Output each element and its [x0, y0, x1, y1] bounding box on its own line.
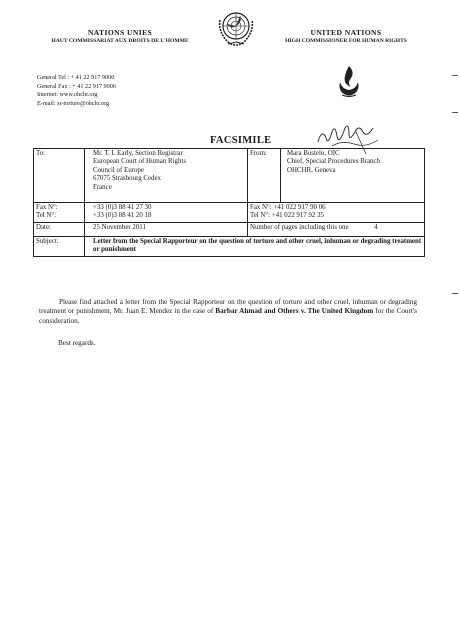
to-label: To:	[34, 149, 85, 203]
from-line: OHCHR, Geneva	[287, 166, 336, 174]
from-line: Mara Bustelo, OIC	[287, 150, 340, 157]
tel-number-sender: +41 022 917 92 35	[271, 212, 324, 220]
fax-cover-table	[33, 148, 425, 257]
ohchr-flame-icon	[336, 64, 362, 98]
org-name-fr: NATIONS UNIES	[87, 28, 153, 37]
contact-block	[37, 74, 116, 108]
margin-tick	[452, 75, 458, 76]
message-text-start: Please find attached a letter from the Special Rapporteur on the question of torture and other cruel, inhuman or degrading treatment or punishment, Mr. Juan E. Mendez in the case of	[39, 298, 417, 316]
tel-label-right: Tel N°:	[250, 212, 271, 220]
to-line: Council of Europe	[93, 166, 144, 174]
to-value	[85, 149, 248, 203]
case-name: Barbar Ahmad and Others v. The United Kingdom	[215, 307, 374, 316]
fax-number-recipient: +33 (0)3 88 41 27 30	[93, 204, 152, 211]
address-row	[34, 149, 425, 203]
message-paragraph	[39, 298, 417, 326]
subject-value: Letter from the Special Rapporteur on the question of torture and other cruel, inhuman or degrading treatment or punishment	[85, 237, 425, 257]
pages-value: 4	[374, 224, 378, 231]
document-title: FACSIMILE	[210, 135, 272, 146]
fax-number-sender: +41 022 917 90 06	[273, 204, 326, 211]
message-text-end: for the Court's consideration.	[39, 307, 417, 325]
org-sub-fr: HAUT COMMISSARIAT AUX DROITS DE L'HOMME	[51, 38, 189, 44]
date-label: Date:	[34, 223, 85, 237]
pages-label: Number of pages including this one	[250, 224, 349, 231]
to-line: 67075 Strasbourg Cedex	[93, 175, 162, 183]
to-line: France	[93, 183, 112, 191]
date-row	[34, 223, 425, 237]
general-fax: General Fax : + 41 22 917 9006	[37, 82, 116, 90]
from-value	[281, 149, 425, 203]
margin-tick	[452, 293, 458, 294]
phone-values-left	[85, 203, 248, 223]
header-right	[248, 28, 444, 45]
from-label: From:	[248, 149, 281, 203]
fax-label-left: Fax N°:	[36, 204, 58, 211]
fax-label-right: Fax N°:	[250, 204, 272, 211]
phone-labels-left	[34, 203, 85, 223]
phone-row	[34, 203, 425, 223]
margin-tick	[452, 112, 458, 113]
fax-line-right	[250, 204, 422, 212]
tel-number-recipient: +33 (0)3 88 41 20 18	[93, 212, 152, 220]
general-tel: General Tel : + 41 22 917 9000	[37, 74, 115, 81]
date-value: 25 November 2011	[85, 223, 248, 237]
header-left	[20, 28, 220, 45]
subject-row	[34, 237, 425, 257]
org-sub-en: HIGH COMMISSIONER FOR HUMAN RIGHTS	[285, 38, 407, 44]
pages-cell	[248, 223, 425, 237]
to-line: Mr. T. L Early, Section Registrar	[93, 150, 183, 157]
closing-line: Best regards.	[58, 339, 96, 347]
org-name-en: UNITED NATIONS	[310, 28, 382, 37]
to-line: European Court of Human Rights	[93, 158, 187, 166]
subject-label: Subject:	[34, 237, 85, 257]
email-address: E-mail: sr-torture@ohchr.org	[37, 99, 110, 107]
phone-right-cell	[248, 203, 425, 223]
tel-line-right	[250, 212, 422, 220]
from-line: Chief, Special Procedures Branch	[287, 158, 380, 166]
tel-label-left: Tel N°:	[36, 212, 57, 220]
internet-address: Internet: www.ohchr.org	[37, 91, 98, 99]
